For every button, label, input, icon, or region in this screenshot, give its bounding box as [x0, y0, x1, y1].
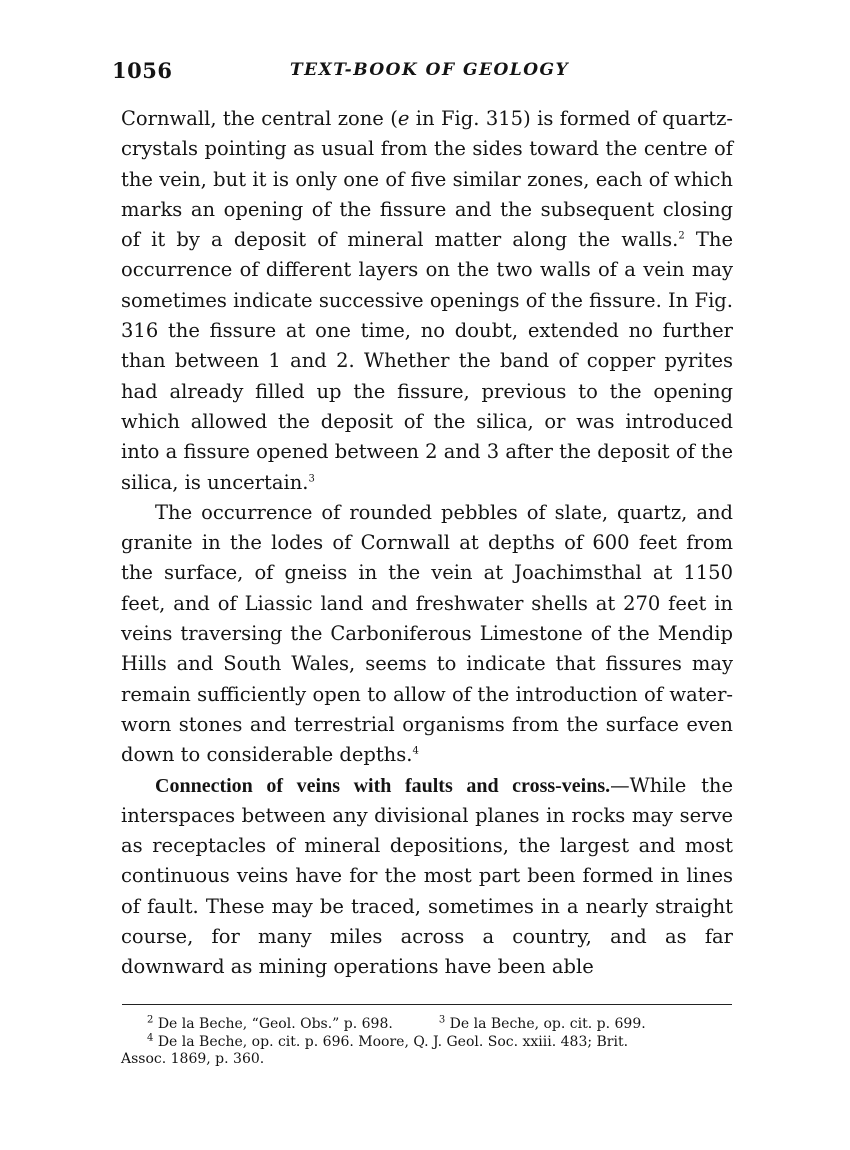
footnote-line-2 [121, 1031, 733, 1052]
paragraph-1 [121, 104, 733, 498]
footnote-ref-4[interactable]: 4 [412, 745, 419, 757]
footnote-2-text: De la Beche, “Geol. Obs.” p. 698. [153, 1016, 393, 1032]
footnote-divider [122, 1004, 732, 1005]
paragraph-1-text-c: The occurrence of different layers on the two walls of a vein may sometimes indicate successive openings of the fissure. In Fig. 316 the fissure at one time, no doubt, extended no further than between 1 and 2. Whether the band of copper pyrites had already filled up the fissure, previous to the opening which allowed the deposit of the silica, or was introduced into a fissure opened between 2 and 3 after the deposit of the silica, is uncertain. [121, 228, 733, 494]
body-text [121, 104, 733, 983]
footnote-3-text: De la Beche, op. cit. p. 699. [445, 1016, 646, 1032]
footnote-ref-2[interactable]: 2 [678, 230, 685, 242]
page-number: 1056 [112, 58, 173, 83]
footnote-line-3 [121, 1051, 733, 1069]
paragraph-1-text-b: in Fig. 315) is formed of quartz-crystals pointing as usual from the sides toward the centre of the vein, but it is only one of five similar zones, each of which marks an opening of the fissure and the subsequent closing of it by a deposit of mineral matter along the walls. [121, 107, 733, 252]
footnote-ref-3[interactable]: 3 [308, 473, 315, 485]
paragraph-3-text: —While the interspaces between any divisional planes in rocks may serve as receptacles of mineral depositions, the largest and most continuous veins have for the most part been formed in lines of fault. These may be traced, sometimes in a nearly straight course, for many miles across a country, and as far downward as mining operations have been able [121, 773, 734, 979]
paragraph-1-text-a: Cornwall, the central zone ( [121, 107, 398, 130]
footnote-4-mark: 4 [147, 1031, 154, 1043]
footnote-4-text-line-1: De la Beche, op. cit. p. 696. Moore, Q. J. Geol. Soc. xxiii. 483; Brit. [153, 1033, 629, 1050]
footnote-4-text-line-2: Assoc. 1869, p. 360. [121, 1051, 265, 1067]
paragraph-2-text: The occurrence of rounded pebbles of slate, quartz, and granite in the lodes of Cornwall at depths of 600 feet from the surface, of gneiss in the vein at Joachimsthal at 1150 feet, and of Liassic land and freshwater shells at 270 feet in veins traversing the Carboniferous Limestone of the Mendip Hills and South Wales, seems to indicate that fissures may remain sufficiently open to allow of the introduction of water-worn stones and terrestrial organisms from the surface even down to considerable depths. [121, 500, 733, 767]
footnote-line-1 [121, 1016, 733, 1034]
section-heading: Connection of veins with faults and cross-veins. [155, 774, 611, 797]
footnote-2-mark: 2 [147, 1014, 154, 1026]
page-header [112, 58, 732, 92]
paragraph-2 [121, 498, 733, 771]
footnotes [121, 1016, 733, 1069]
footnote-3-mark: 3 [438, 1014, 446, 1026]
paragraph-1-italic-letter: e [397, 107, 410, 130]
running-head: TEXT-BOOK OF GEOLOGY [290, 60, 570, 80]
paragraph-3 [121, 771, 733, 983]
